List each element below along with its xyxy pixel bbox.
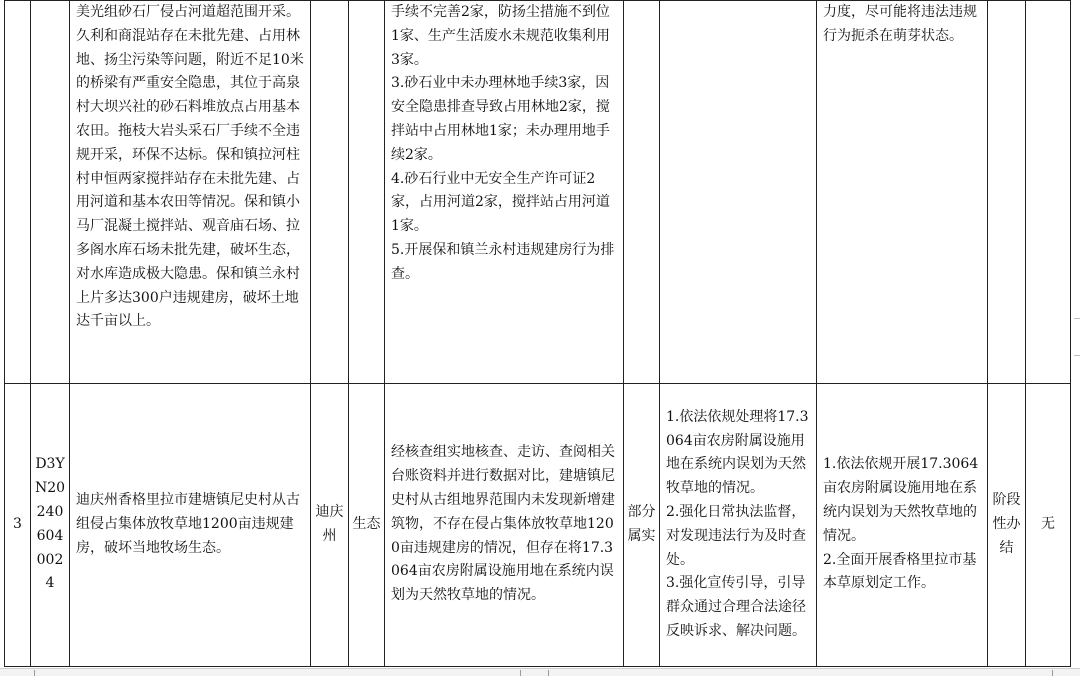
cell-verdict: 部分属实	[624, 383, 660, 666]
cell-status: 阶段性办结	[988, 383, 1026, 666]
cell-rectification: 1.依法依规开展17.3064亩农房附属设施用地在系统内误划为天然牧草地的情况。 2.全面开展香格里拉市基本草原划定工作。	[817, 383, 988, 666]
cell-verdict	[624, 1, 660, 384]
table-row	[5, 383, 1071, 666]
cell-category: 生态	[349, 383, 385, 666]
cell-handling	[660, 1, 817, 384]
cell-seq: 3	[5, 383, 31, 666]
cell-region	[311, 1, 349, 384]
table-row	[5, 1, 1071, 384]
cell-complaint: 美光组砂石厂侵占河道超范围开采。久利和商混站存在未批先建、占用林地、扬尘污染等问题，附近不足10米的桥梁有严重安全隐患，其位于高泉村大坝兴社的砂石料堆放点占用基本农田。拖枝大岩头采石厂手续不全违规开采，环保不达标。保和镇拉河柱村申恒两家搅拌站存在未批先建、占用河道和基本农田等情况。保和镇小马厂混凝土搅拌站、观音庙石场、拉多阁水库石场未批先建，破坏生态，对水库造成极大隐患。保和镇兰永村上片多达300户违规建房，破坏土地达千亩以上。	[70, 1, 311, 384]
cell-code	[31, 1, 70, 384]
cell-seq	[5, 1, 31, 384]
cell-accountability: 无	[1026, 383, 1071, 666]
cell-complaint: 迪庆州香格里拉市建塘镇尼史村从古组侵占集体放牧草地1200亩违规建房，破坏当地牧场生态。	[70, 383, 311, 666]
cell-region: 迪庆州	[311, 383, 349, 666]
cell-handling: 1.依法依规处理将17.3064亩农房附属设施用地在系统内误划为天然牧草地的情况。 2.强化日常执法监督，对发现违法行为及时查处。 3.强化宣传引导，引导群众通过合理合法途径反映诉求、解决问题。	[660, 383, 817, 666]
cell-category	[349, 1, 385, 384]
cell-findings: 手续不完善2家，防扬尘措施不到位1家、生产生活废水未规范收集利用3家。 3.砂石业中未办理林地手续3家，因安全隐患排查导致占用林地2家，搅拌站中占用林地1家；未办理用地手续2家。 4.砂石行业中无安全生产许可证2家，占用河道2家，搅拌站占用河道1家。 5.开展保和镇兰永村违规建房行为排查。	[385, 1, 624, 384]
complaint-table	[4, 0, 1071, 667]
cell-findings: 经核查组实地核查、走访、查阅相关台账资料并进行数据对比，建塘镇尼史村从古组地界范围内未发现新增建筑物，不存在侵占集体放牧草地1200亩违规建房的情况，但存在将17.3064亩农房附属设施用地在系统内误划为天然牧草地的情况。	[385, 383, 624, 666]
cell-rectification: 力度，尽可能将违法违规行为扼杀在萌芽状态。	[817, 1, 988, 384]
cell-accountability	[1026, 1, 1071, 384]
cell-code: D3YN202406040024	[31, 383, 70, 666]
page-margin-marker	[1074, 318, 1080, 356]
cell-status	[988, 1, 1026, 384]
